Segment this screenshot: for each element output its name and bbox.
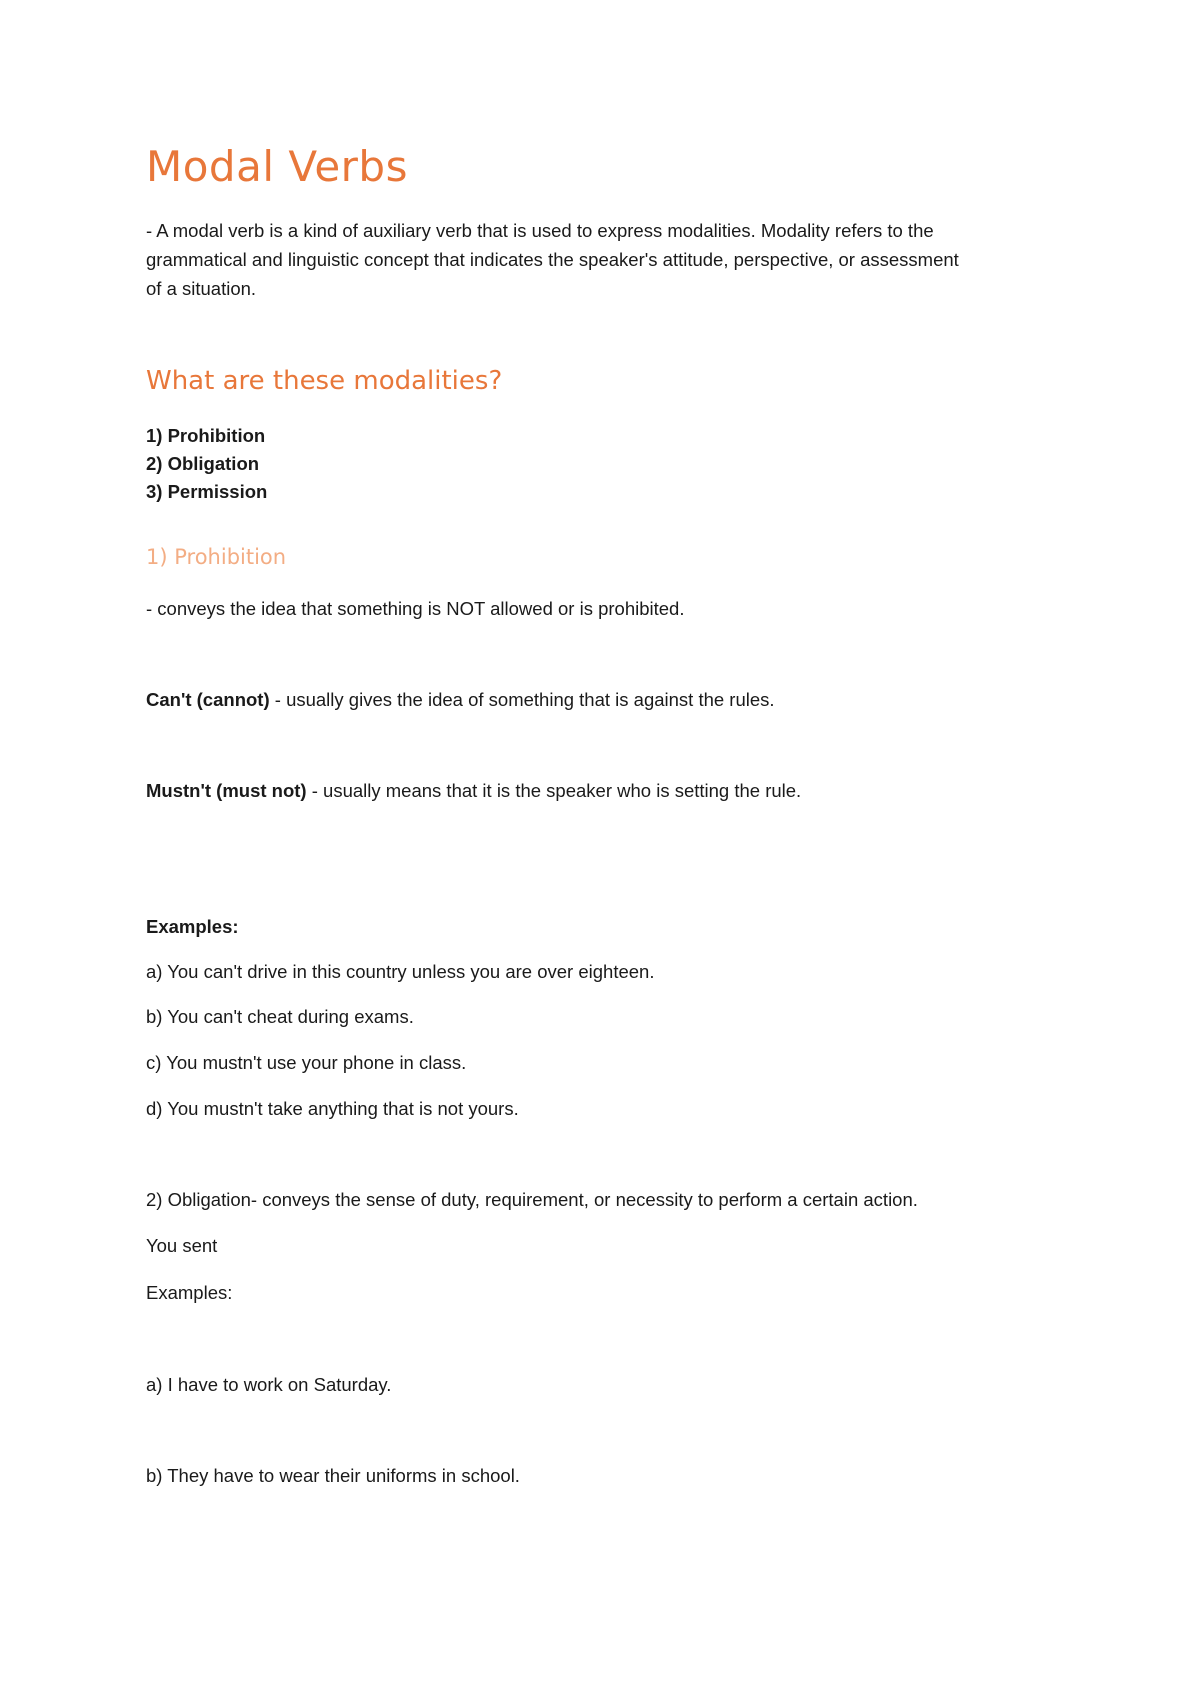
prohibition-heading: 1) Prohibition <box>146 545 287 569</box>
cant-definition <box>146 685 775 714</box>
cant-description: - usually gives the idea of something that is against the rules. <box>269 689 775 710</box>
document-title: Modal Verbs <box>146 142 408 191</box>
mustnt-term: Mustn't (must not) <box>146 780 307 801</box>
cant-term: Can't (cannot) <box>146 689 270 710</box>
modality-list-item: 2) Obligation <box>146 453 260 474</box>
example-item: a) You can't drive in this country unless you are over eighteen. <box>146 961 655 982</box>
prohibition-examples-label: Examples: <box>146 916 239 937</box>
intro-line-2: grammatical and linguistic concept that indicates the speaker's attitude, perspective, or assessment <box>146 249 959 270</box>
obligation-note: You sent <box>146 1235 218 1256</box>
intro-paragraph <box>146 216 1056 303</box>
example-item: b) They have to wear their uniforms in school. <box>146 1465 520 1486</box>
example-item: b) You can't cheat during exams. <box>146 1006 414 1027</box>
mustnt-description: - usually means that it is the speaker who is setting the rule. <box>306 780 802 801</box>
obligation-line: 2) Obligation- conveys the sense of duty, requirement, or necessity to perform a certain action. <box>146 1189 918 1210</box>
example-item: a) I have to work on Saturday. <box>146 1374 392 1395</box>
example-item: d) You mustn't take anything that is not yours. <box>146 1098 519 1119</box>
prohibition-definition: - conveys the idea that something is NOT allowed or is prohibited. <box>146 598 685 619</box>
modality-list-item: 1) Prohibition <box>146 425 266 446</box>
intro-line-1: - A modal verb is a kind of auxiliary verb that is used to express modalities. Modality refers to the <box>146 220 934 241</box>
mustnt-definition <box>146 776 801 805</box>
intro-line-3: of a situation. <box>146 278 257 299</box>
modalities-heading: What are these modalities? <box>146 366 503 396</box>
modality-list-item: 3) Permission <box>146 481 268 502</box>
obligation-examples-label: Examples: <box>146 1282 233 1303</box>
example-item: c) You mustn't use your phone in class. <box>146 1052 467 1073</box>
